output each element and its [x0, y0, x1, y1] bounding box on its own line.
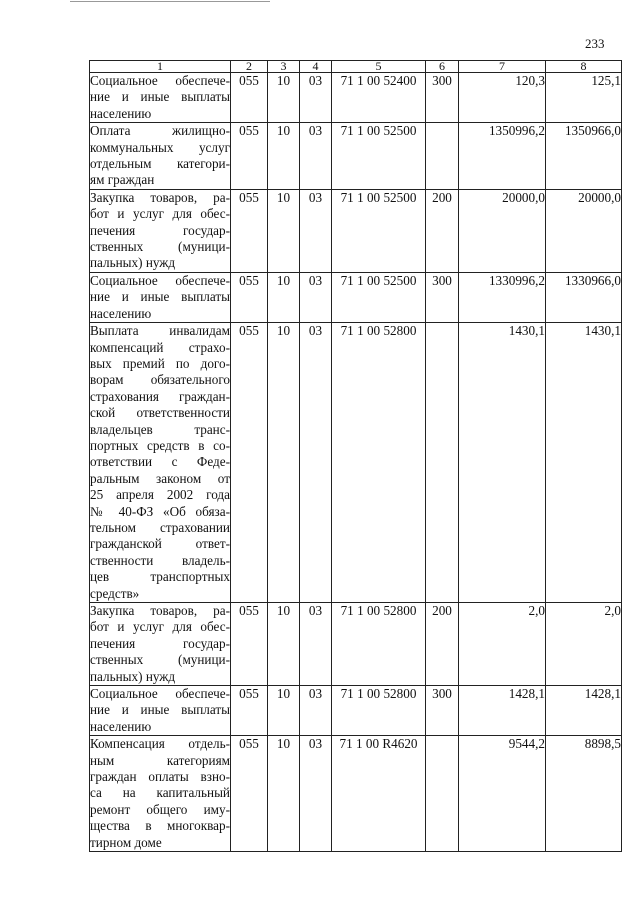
- cell-amount-8: 1350966,0: [546, 123, 622, 190]
- item-name-line: ответствии с Феде-: [90, 454, 230, 470]
- item-name-line: ственности владель-: [90, 552, 230, 568]
- cell-target-article: 71 1 00 52500: [332, 272, 426, 322]
- item-name-line: 25 апреля 2002 года: [90, 487, 230, 503]
- item-name-line: тирном доме: [90, 834, 162, 850]
- item-name-line: ние и иные выплаты: [90, 289, 230, 305]
- item-name-line: бот и услуг для обес-: [90, 619, 230, 635]
- cell-amount-8: 125,1: [546, 73, 622, 123]
- item-name-line: цев транспортных: [90, 569, 230, 585]
- cell-section: 10: [268, 272, 300, 322]
- table-body: [90, 73, 622, 852]
- cell-item-name: [90, 272, 231, 322]
- cell-amount-7: 120,3: [459, 73, 546, 123]
- item-name-line: Закупка товаров, ра-: [90, 603, 230, 618]
- item-name-line: пальных) нужд: [90, 255, 176, 271]
- item-name-line: ям граждан: [90, 172, 155, 188]
- cell-subsection: 03: [300, 736, 332, 852]
- item-name-line: щества в многоквар-: [90, 818, 230, 834]
- item-name-line: населению: [90, 305, 152, 321]
- table-row: [90, 686, 622, 736]
- cell-admin-code: 055: [231, 736, 268, 852]
- cell-amount-7: 9544,2: [459, 736, 546, 852]
- item-name-line: ние и иные выплаты: [90, 89, 230, 105]
- cell-target-article: 71 1 00 52400: [332, 73, 426, 123]
- item-name-line: отдельным категори-: [90, 156, 230, 172]
- item-name-line: граждан оплаты взно-: [90, 769, 230, 785]
- cell-subsection: 03: [300, 323, 332, 603]
- cell-amount-7: 20000,0: [459, 189, 546, 272]
- cell-amount-7: 1428,1: [459, 686, 546, 736]
- cell-expense-type: 300: [426, 73, 459, 123]
- table-row: [90, 123, 622, 190]
- cell-item-name: [90, 686, 231, 736]
- column-header-8: 8: [546, 61, 622, 73]
- table-row: [90, 272, 622, 322]
- cell-section: 10: [268, 123, 300, 190]
- item-name-line: ской ответственности: [90, 405, 230, 421]
- item-name-line: Оплата жилищно-: [90, 123, 230, 139]
- cell-item-name: [90, 736, 231, 852]
- cell-amount-8: 1428,1: [546, 686, 622, 736]
- cell-amount-8: 2,0: [546, 603, 622, 686]
- cell-target-article: 71 1 00 52800: [332, 323, 426, 603]
- cell-amount-8: 20000,0: [546, 189, 622, 272]
- cell-subsection: 03: [300, 272, 332, 322]
- table-row: [90, 323, 622, 603]
- item-name-line: вых премий по дого-: [90, 355, 230, 371]
- item-name-line: ным категориям: [90, 752, 230, 768]
- item-name-line: Компенсация отдель-: [90, 736, 230, 752]
- cell-expense-type: [426, 323, 459, 603]
- item-name-line: средств»: [90, 585, 140, 601]
- cell-admin-code: 055: [231, 123, 268, 190]
- item-name-line: № 40-ФЗ «Об обяза-: [90, 503, 230, 519]
- item-name-line: бот и услуг для обес-: [90, 206, 230, 222]
- cell-amount-7: 1350996,2: [459, 123, 546, 190]
- cell-admin-code: 055: [231, 323, 268, 603]
- column-header-4: 4: [300, 61, 332, 73]
- cell-amount-7: 2,0: [459, 603, 546, 686]
- item-name-line: населению: [90, 105, 152, 121]
- cell-admin-code: 055: [231, 189, 268, 272]
- cell-subsection: 03: [300, 73, 332, 123]
- cell-section: 10: [268, 189, 300, 272]
- column-header-2: 2: [231, 61, 268, 73]
- cell-admin-code: 055: [231, 272, 268, 322]
- cell-amount-8: 8898,5: [546, 736, 622, 852]
- cell-subsection: 03: [300, 123, 332, 190]
- item-name-line: Социальное обеспече-: [90, 272, 230, 288]
- item-name-line: владельцев транс-: [90, 421, 230, 437]
- cell-section: 10: [268, 686, 300, 736]
- table-row: [90, 73, 622, 123]
- item-name-line: ственных (муници-: [90, 239, 230, 255]
- cell-expense-type: 200: [426, 189, 459, 272]
- cell-amount-7: 1430,1: [459, 323, 546, 603]
- item-name-line: печения государ-: [90, 222, 230, 238]
- top-rule: [70, 1, 270, 2]
- cell-amount-8: 1330966,0: [546, 272, 622, 322]
- item-name-line: Выплата инвалидам: [90, 323, 230, 339]
- item-name-line: населению: [90, 718, 152, 734]
- table-row: [90, 189, 622, 272]
- item-name-line: пальных) нужд: [90, 668, 176, 684]
- item-name-line: са на капитальный: [90, 785, 230, 801]
- budget-table: [89, 60, 622, 852]
- cell-section: 10: [268, 73, 300, 123]
- cell-amount-7: 1330996,2: [459, 272, 546, 322]
- item-name-line: тельном страховании: [90, 519, 230, 535]
- cell-target-article: 71 1 00 52500: [332, 189, 426, 272]
- cell-item-name: [90, 123, 231, 190]
- column-header-5: 5: [332, 61, 426, 73]
- table-row: [90, 736, 622, 852]
- cell-subsection: 03: [300, 603, 332, 686]
- cell-target-article: 71 1 00 52800: [332, 686, 426, 736]
- item-name-line: коммунальных услуг: [90, 139, 230, 155]
- item-name-line: гражданской ответ-: [90, 536, 230, 552]
- item-name-line: ремонт общего иму-: [90, 801, 230, 817]
- item-name-line: ворам обязательного: [90, 372, 230, 388]
- cell-section: 10: [268, 736, 300, 852]
- item-name-line: портных средств в со-: [90, 437, 230, 453]
- cell-section: 10: [268, 323, 300, 603]
- cell-item-name: [90, 73, 231, 123]
- cell-target-article: 71 1 00 52500: [332, 123, 426, 190]
- item-name-line: ние и иные выплаты: [90, 702, 230, 718]
- cell-admin-code: 055: [231, 603, 268, 686]
- item-name-line: компенсаций страхо-: [90, 339, 230, 355]
- column-header-3: 3: [268, 61, 300, 73]
- cell-target-article: 71 1 00 R4620: [332, 736, 426, 852]
- item-name-line: печения государ-: [90, 635, 230, 651]
- cell-expense-type: [426, 123, 459, 190]
- cell-amount-8: 1430,1: [546, 323, 622, 603]
- cell-expense-type: [426, 736, 459, 852]
- page-number: 233: [585, 36, 605, 51]
- cell-admin-code: 055: [231, 73, 268, 123]
- cell-target-article: 71 1 00 52800: [332, 603, 426, 686]
- cell-expense-type: 300: [426, 272, 459, 322]
- item-name-line: Социальное обеспече-: [90, 686, 230, 702]
- table-row: [90, 603, 622, 686]
- cell-item-name: [90, 603, 231, 686]
- cell-expense-type: 300: [426, 686, 459, 736]
- item-name-line: страхования граждан-: [90, 388, 230, 404]
- item-name-line: ственных (муници-: [90, 652, 230, 668]
- header-row: [90, 61, 622, 73]
- item-name-line: ральным законом от: [90, 470, 230, 486]
- item-name-line: Закупка товаров, ра-: [90, 189, 230, 205]
- cell-section: 10: [268, 603, 300, 686]
- item-name-line: Социальное обеспече-: [90, 73, 230, 88]
- cell-item-name: [90, 323, 231, 603]
- cell-subsection: 03: [300, 189, 332, 272]
- cell-expense-type: 200: [426, 603, 459, 686]
- cell-subsection: 03: [300, 686, 332, 736]
- cell-item-name: [90, 189, 231, 272]
- column-header-1: 1: [90, 61, 231, 73]
- column-header-6: 6: [426, 61, 459, 73]
- column-header-7: 7: [459, 61, 546, 73]
- cell-admin-code: 055: [231, 686, 268, 736]
